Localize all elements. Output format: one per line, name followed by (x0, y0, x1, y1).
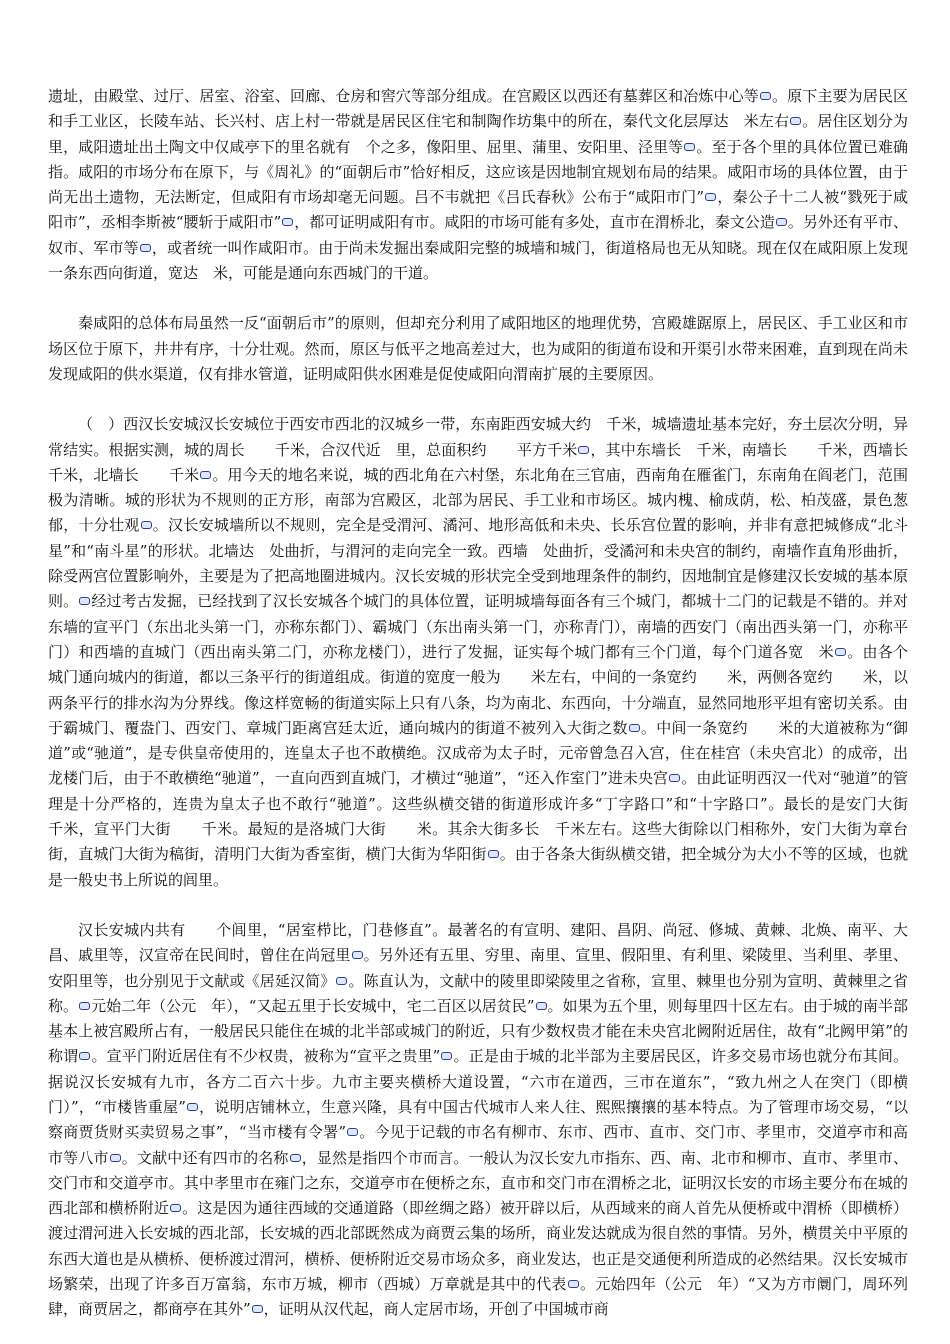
paragraph-text: 秦咸阳的总体布局虽然一反“面朝后市”的原则，但却充分利用了咸阳地区的地理优势，宫殿雄踞原上，居民区、手工业区和市场区位于原下，井井有序，十分壮观。然而，原区与低平之地高差过大，也为咸阳的街道布设和开渠引水带来困难，直到现在尚未发现咸阳的供水渠道，仅有排水管道，证明咸阳供水困难是促使咸阳向渭南扩展的主要原因。 (48, 314, 908, 383)
paragraph-text: ，证明从汉代起，商人定居市场，开创了中国城市商 (263, 1300, 609, 1319)
paragraph-text: 汉长安城内共有 个闾里，“居室栉比，门巷修直”。最著名的有宣明、建阳、昌阴、尚冠、修城、黄棘、北焕、南平、大昌、戚里等，汉宣帝在民间时，曾住在尚冠里 (48, 920, 908, 965)
paragraph-text: 。中间一条宽约 米的大道被称为“御道”或“驰道”，是专供皇帝使用的，连皇太子也不敢横绝。汉成帝为太子时，元帝曾急召入宫，住在桂宫（未央宫北）的成帝，出龙楼门后，由于不敢横绝“驰道”，一直向西到直城门，才横过“驰道”，“还入作室门”进未央宫 (48, 718, 908, 788)
footnote-ref-icon[interactable] (684, 143, 695, 151)
footnote-ref-icon[interactable] (141, 521, 152, 529)
paragraph-text: ，其中东墙长 千米，南墙长 千米，西墙长 千米，北墙长 千米 (48, 440, 938, 484)
paragraph-text: 遗址，由殿堂、过厅、居室、浴室、回廊、仓房和窖穴等部分组成。在宫殿区以西还有墓葬区和冶炼中心等 (48, 87, 759, 105)
paragraph-text: 。由于各条大街纵横交错，把全城分为大小不等的区域，也就是一般史书上所说的闾里。 (48, 845, 908, 889)
paragraph (48, 311, 908, 387)
paragraph-text: 。陈直认为，文献中的陵里即梁陵里之省称，宣里、棘里也分别为宣明、黄棘里之省称。 (48, 971, 908, 1015)
footnote-ref-icon[interactable] (290, 1154, 301, 1162)
footnote-ref-icon[interactable] (200, 471, 211, 479)
paragraph (48, 84, 908, 286)
paragraph-text: 。由此证明西汉一代对“驰道”的管理是十分严格的，连贵为皇太子也不敢行“驰道”。这些纵横交错的街道形成许多“丁字路口”和“十字路口”。最长的是安门大街 千米，宣平门大街 千米。最短的是洛城门大街 米。其余大街多长 千米左右。这些大街除以门相称外，安门大街为章台街，直城门大街为稿街，清明门大街为香室街，横门大街为华阳街 (48, 769, 939, 864)
paragraph-text: 经过考古发掘，已经找到了汉长安城各个城门的具体位置，证明城墙每面各有三个城门，都城十二门的记载是不错的。并对东墙的宣平门（东出北头第一门，亦称东都门）、霸城门（东出南头第一门，亦称青门），南墙的西安门（南出西头第一门，亦称平门）和西墙的直城门（西出南头第二门，亦称龙楼门），进行了发掘，证实每个城门都有三个门道，每个门道各宽 米 (48, 592, 908, 661)
footnote-ref-icon[interactable] (140, 244, 151, 252)
paragraph-text: 。由各个城门通向城内的街道，都以三条平行的街道组成。街道的宽度一般为 米左右，中间的一条宽约 米，两侧各宽约 米，以两条平行的排水沟为分界线。像这样宽畅的街道实际上只有八条，均为南北、东西向，十分端直，显然同地形平坦有密切关系。由于霸城门、覆盎门、西安门、章城门距离宫廷太近，通向城内的街道不被列入大街之数 (48, 642, 908, 737)
footnote-ref-icon[interactable] (252, 1305, 263, 1313)
footnote-ref-icon[interactable] (79, 1002, 90, 1010)
paragraph-text: 。至于各个里的具体位置已难确指。咸阳的市场分布在原下，与《周礼》的“面朝后市”恰好相反，这应该是因地制宜规划布局的结果。咸阳市场的具体位置，由于尚无出土遗物，无法断定，但咸阳有市场却毫无问题。吕不韦就把《吕氏春秋》公布于“咸阳市门” (48, 137, 908, 207)
footnote-ref-icon[interactable] (760, 92, 771, 100)
paragraph-text: 。正是由于城的北半部为主要居民区，许多交易市场也就分布其间。据说汉长安城有九市，各方二百六十步。九市主要夹横桥大道设置，“六市在道西，三市在道东”，“致九州之人在突门（即横门）”，“市楼皆重屋” (48, 1047, 908, 1116)
footnote-ref-icon[interactable] (352, 951, 363, 959)
paragraph (48, 918, 908, 1323)
paragraph-text: ，或者统一叫作咸阳市。由于尚未发掘出秦咸阳完整的城墙和城门，街道格局也无从知晓。现在仅在咸阳原上发现一条东西向街道，宽达 米，可能是通向东西城门的干道。 (48, 238, 908, 283)
paragraph-text: 。用今天的地名来说，城的西北角在六村堡，东北角在三官庙，西南角在雁雀门，东南角在阎老门，范围极为清晰。城的形状为不规则的正方形，南部为宫殿区，北部为居民、手工业和市场区。城内槐、榆成荫，松、柏茂盛，景色葱郁，十分壮观 (48, 465, 908, 535)
paragraph-text: 。居住区划分为里，咸阳遗址出土陶文中仅咸亭下的里名就有 个之多，像阳里、屈里、蒲里、安阳里、泾里等 (48, 112, 908, 156)
footnote-ref-icon[interactable] (79, 1052, 90, 1060)
footnote-ref-icon[interactable] (187, 1103, 198, 1111)
document-body (48, 84, 939, 1323)
footnote-ref-icon[interactable] (705, 193, 716, 201)
paragraph-text: 。宣平门附近居住有不少权贵，被称为“宣平之贵里” (91, 1047, 441, 1066)
paragraph-text: 。原下主要为居民区和手工业区，长陵车站、长兴村、店上村一带就是居民区住宅和制陶作坊集中的所在，秦代文化层厚达 米左右 (48, 87, 908, 131)
footnote-ref-icon[interactable] (336, 977, 347, 985)
paragraph-text: 。另外还有平市、奴市、军市等 (48, 213, 908, 257)
footnote-ref-icon[interactable] (110, 1154, 121, 1162)
paragraph-text: 。如果为五个里，则每里四十区左右。由于城的南半部基本上被宫殿所占有，一般居民只能住在城的北半部或城门的附近，只有少数权贵才能在未央宫北阙附近居住，故有“北阙甲第”的称谓 (48, 996, 908, 1066)
paragraph-text: 。这是因为通往西域的交通道路（即丝绸之路）被开辟以后，从西域来的商人首先从便桥或中渭桥（即横桥）渡过渭河进入长安城的西北部，长安城的西北部既然成为商贾云集的场所，商业发达就成为很自然的事情。另外，横贯关中平原的东西大道也是从横桥、便桥渡过渭河，横桥、便桥附近交易市场众多，商业发达，也正是交通便利所造成的必然结果。汉长安城市场繁荣，出现了许多百万富翁，东市万城，柳市（西城）万章就是其中的代表 (48, 1199, 908, 1294)
footnote-ref-icon[interactable] (835, 648, 846, 656)
footnote-ref-icon[interactable] (568, 1280, 579, 1288)
paragraph-text: 。文献中还有四市的名称 (121, 1148, 289, 1167)
paragraph-gap (48, 286, 908, 311)
paragraph-text: 元始二年（公元 年），“又起五里于长安城中，宅二百区以居贫民” (91, 996, 535, 1015)
footnote-ref-icon[interactable] (488, 850, 499, 858)
paragraph (48, 412, 939, 893)
footnote-ref-icon[interactable] (441, 1052, 452, 1060)
paragraph-text: 。元始四年（公元 年）“又为方市阛门，周环列肆，商贾居之，都商亭在其外” (48, 1275, 908, 1319)
paragraph-gap (48, 893, 908, 918)
paragraph-text: （ ）西汉长安城汉长安城位于西安市西北的汉城乡一带，东南距西安城大约 千米，城墙遗址基本完好，夯土层次分明，异常结实。根据实测，城的周长 千米，合汉代近 里，总面积约 平方千米 (48, 415, 908, 459)
footnote-ref-icon[interactable] (776, 218, 787, 226)
paragraph-text: ，都可证明咸阳有市。咸阳的市场可能有多处，直市在渭桥北，秦文公造 (294, 213, 775, 232)
paragraph-text: 。今见于记载的市名有柳市、东市、西市、直市、交门市、孝里市，交道亭市和高市等八市 (48, 1123, 908, 1167)
footnote-ref-icon[interactable] (79, 597, 90, 605)
footnote-ref-icon[interactable] (170, 1204, 181, 1212)
footnote-ref-icon[interactable] (629, 724, 640, 732)
paragraph-text: 。另外还有五里、穷里、南里、宣里、假阳里、有利里、梁陵里、当利里、孝里、安阳里等，也分别见于文献或《居延汉简》 (48, 946, 908, 990)
footnote-ref-icon[interactable] (578, 446, 589, 454)
footnote-ref-icon[interactable] (347, 1128, 358, 1136)
paragraph-text: ，说明店铺林立，生意兴隆，具有中国古代城市人来人往、熙熙攘攘的基本特点。为了管理市场交易，“以察商贾货财买卖贸易之事”，“当市楼有令署” (48, 1097, 908, 1142)
paragraph-text: 。汉长安城墙所以不规则，完全是受渭河、潏河、地形高低和未央、长乐宫位置的影响，并非有意把城修成“北斗星”和“南斗星”的形状。北墙达 处曲折，与渭河的走向完全一致。西墙 处曲折，受潏河和未央宫的制约，南墙作直角形曲折，除受两宫位置影响外，主要是为了把高地圈进城内。汉长安城的形状完全受到地理条件的制约，因地制宜是修建汉长安城的基本原则。 (48, 516, 908, 611)
footnote-ref-icon[interactable] (669, 774, 680, 782)
paragraph-gap (48, 387, 908, 412)
paragraph-text: ，显然是指四个市而言。一般认为汉长安九市指东、西、南、北市和柳市、直市、孝里市、交门市和交道亭市。其中孝里市在雍门之东，交道亭市在便桥之东，直市和交门市在渭桥之北，证明汉长安的市场主要分布在城的西北部和横桥附近 (48, 1148, 908, 1218)
footnote-ref-icon[interactable] (282, 218, 293, 226)
footnote-ref-icon[interactable] (536, 1002, 547, 1010)
paragraph-text: ，秦公子十二人被“戮死于咸阳市”，丞相李斯被“腰斩于咸阳市” (48, 188, 909, 232)
footnote-ref-icon[interactable] (790, 117, 801, 125)
